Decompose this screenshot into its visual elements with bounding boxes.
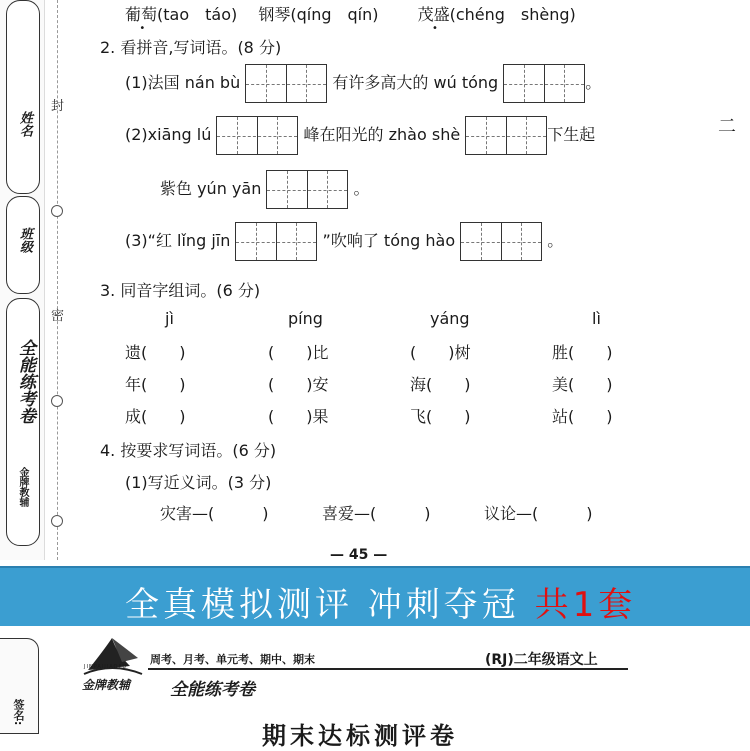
promo-banner <box>0 566 750 628</box>
q3-cell[interactable]: ( )果 <box>268 407 329 426</box>
banner-highlight: 共1套 <box>534 585 637 625</box>
seal-mark: 封 <box>51 99 65 114</box>
q4-title: 4. 按要求写词语。(6 分) <box>100 441 277 460</box>
q4-word[interactable]: 喜爱—( ) <box>322 504 431 523</box>
q2-item2-middle: 峰在阳光的 zhào shè <box>303 125 461 144</box>
writing-grid[interactable] <box>266 170 348 209</box>
banner-text <box>125 577 636 626</box>
next-sidebar-box <box>0 638 39 734</box>
brand-small-label: 金牌教辅 <box>17 467 28 507</box>
q4-word[interactable]: 议论—( ) <box>484 504 593 523</box>
q3-cell[interactable]: 成( ) <box>125 407 186 426</box>
pinyin-options: (tao táo) <box>157 5 238 24</box>
writing-grid[interactable] <box>465 116 547 155</box>
name-label: 姓名 <box>17 111 32 137</box>
q2-item1-end: 。 <box>585 73 602 92</box>
q2-item3-prefix: (3)“红 lǐng jīn <box>125 231 231 250</box>
q1-tail-row <box>125 2 576 25</box>
seal-mark: 密 <box>51 309 65 324</box>
q3-cell[interactable]: 胜( ) <box>552 343 613 362</box>
q3-cell[interactable]: 年( ) <box>125 375 186 394</box>
grade-label: (RJ)二年级语文上 <box>485 652 598 668</box>
q2-item2-prefix: (2)xiāng lú <box>125 125 212 144</box>
q2-item1-prefix: (1)法国 nán bù <box>125 73 241 92</box>
q2-item2b-end: 。 <box>353 179 370 198</box>
q3-pinyin-2: píng <box>288 309 323 328</box>
writing-grid[interactable] <box>235 222 317 261</box>
q3-cell[interactable]: 飞( ) <box>410 407 471 426</box>
q2-title: 2. 看拼音,写词语。(8 分) <box>100 38 282 57</box>
cut-line <box>57 0 58 560</box>
class-label: 班级 <box>17 227 32 253</box>
q2-item3-end: 。 <box>547 231 564 250</box>
binding-hole <box>51 205 63 217</box>
q4-word[interactable]: 灾害—( ) <box>160 504 269 523</box>
word-grapes: 葡萄 <box>125 5 158 24</box>
q3-pinyin-1: jì <box>165 309 174 328</box>
q3-cell[interactable]: 遗( ) <box>125 343 186 362</box>
binding-hole <box>51 395 63 407</box>
q2-item3 <box>125 222 563 261</box>
logo-text: 金牌教辅 <box>82 678 131 692</box>
writing-grid[interactable] <box>245 64 327 103</box>
pinyin-options: (qíng qín) <box>290 5 379 24</box>
book-box <box>6 298 40 546</box>
q2-item2b-prefix: 紫色 yún yān <box>160 179 262 198</box>
q2-item2-end: 下生起 <box>547 125 596 144</box>
q3-cell[interactable]: 美( ) <box>552 375 613 394</box>
banner-main: 全真模拟测评 冲刺夺冠 <box>125 585 520 625</box>
publisher-logo <box>78 632 148 692</box>
exam-title: 期末达标测评卷 <box>262 722 458 750</box>
q4-sub1: (1)写近义词。(3 分) <box>125 473 272 492</box>
name-box <box>6 0 40 194</box>
book-title: 全能练考卷 <box>170 680 255 700</box>
binding-hole <box>51 515 63 527</box>
class-box <box>6 196 40 294</box>
q3-pinyin-4: lì <box>592 309 601 328</box>
q3-cell[interactable]: 海( ) <box>410 375 471 394</box>
q2-item1-middle: 有许多高大的 wú tóng <box>332 73 499 92</box>
writing-grid[interactable] <box>216 116 298 155</box>
q3-cell[interactable]: ( )比 <box>268 343 329 362</box>
page-number: — 45 — <box>330 547 388 563</box>
q3-cell[interactable]: 站( ) <box>552 407 613 426</box>
q3-cell[interactable]: ( )安 <box>268 375 329 394</box>
q2-item2b <box>160 170 370 209</box>
logo-pinyin: JINPAIJIAOFU <box>84 664 128 670</box>
writing-grid[interactable] <box>503 64 585 103</box>
q3-pinyin-3: yáng <box>430 309 470 328</box>
book-label: 全能练考卷 <box>15 339 35 424</box>
header-divider <box>148 668 628 670</box>
word-lush: 茂盛 <box>417 5 450 24</box>
q3-cell[interactable]: ( )树 <box>410 343 471 362</box>
word-piano: 钢琴 <box>258 5 291 24</box>
exam-types: 周考、月考、单元考、期中、期末 <box>150 653 315 666</box>
q2-item2 <box>125 116 595 155</box>
signature-label: 签名: <box>12 699 25 726</box>
right-section-marker: 二 <box>718 116 736 137</box>
q2-item1 <box>125 64 601 103</box>
binding-sidebar <box>0 0 45 560</box>
q2-item3-middle: ”吹响了 tóng hào <box>322 231 456 250</box>
q3-title: 3. 同音字组词。(6 分) <box>100 281 261 300</box>
pinyin-options: (chéng shèng) <box>449 5 576 24</box>
writing-grid[interactable] <box>460 222 542 261</box>
